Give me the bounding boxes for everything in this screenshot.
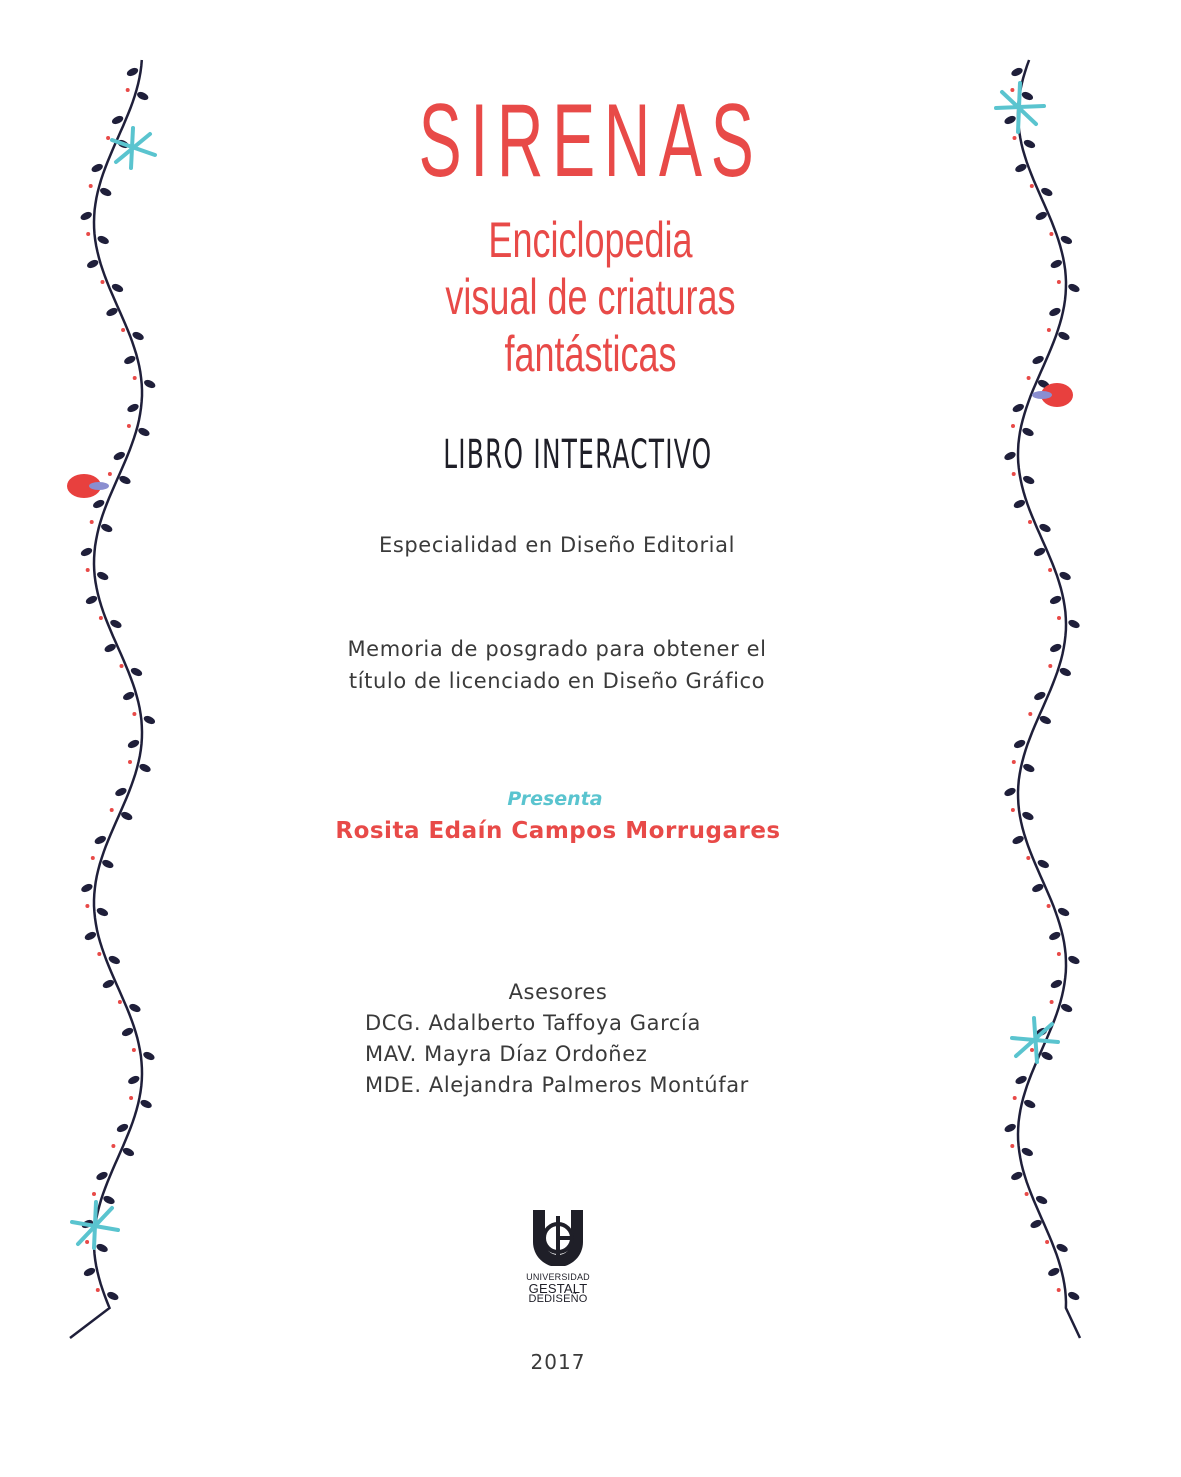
book-title: SIRENAS bbox=[418, 83, 763, 199]
publication-year: 2017 bbox=[530, 1350, 586, 1374]
author-name: Rosita Edaín Campos Morrugares bbox=[335, 818, 781, 844]
specialty-text: Especialidad en Diseño Editorial bbox=[378, 533, 736, 557]
presenta-label: Presenta bbox=[507, 788, 603, 810]
memoria-line-2: título de licenciado en Diseño Gráfico bbox=[348, 669, 766, 693]
starfish-icon bbox=[996, 83, 1044, 132]
advisors-label: Asesores bbox=[508, 980, 608, 1004]
fish-icon bbox=[1032, 383, 1073, 407]
memoria-line-1: Memoria de posgrado para obtener el bbox=[347, 637, 767, 661]
university-name-line-2: GESTALT bbox=[528, 1281, 588, 1296]
university-emblem-icon bbox=[529, 1208, 587, 1266]
fish-icon bbox=[67, 474, 109, 498]
subtitle-line-2: visual de criaturas bbox=[445, 269, 736, 325]
subtitle-line-3: fantásticas bbox=[504, 326, 677, 382]
university-logo bbox=[517, 1208, 599, 1305]
book-type: LIBRO INTERACTIVO bbox=[443, 432, 713, 478]
advisor-item: MDE. Alejandra Palmeros Montúfar bbox=[365, 1073, 749, 1097]
starfish-icon bbox=[72, 1202, 118, 1248]
subtitle-line-1: Enciclopedia bbox=[488, 212, 693, 268]
advisor-item: MAV. Mayra Díaz Ordoñez bbox=[365, 1042, 648, 1066]
university-name-line-1: UNIVERSIDAD bbox=[526, 1272, 590, 1282]
advisor-item: DCG. Adalberto Taffoya García bbox=[365, 1011, 701, 1035]
vine-left bbox=[70, 60, 157, 1338]
university-name-line-3: DEDISEÑO bbox=[528, 1293, 588, 1305]
